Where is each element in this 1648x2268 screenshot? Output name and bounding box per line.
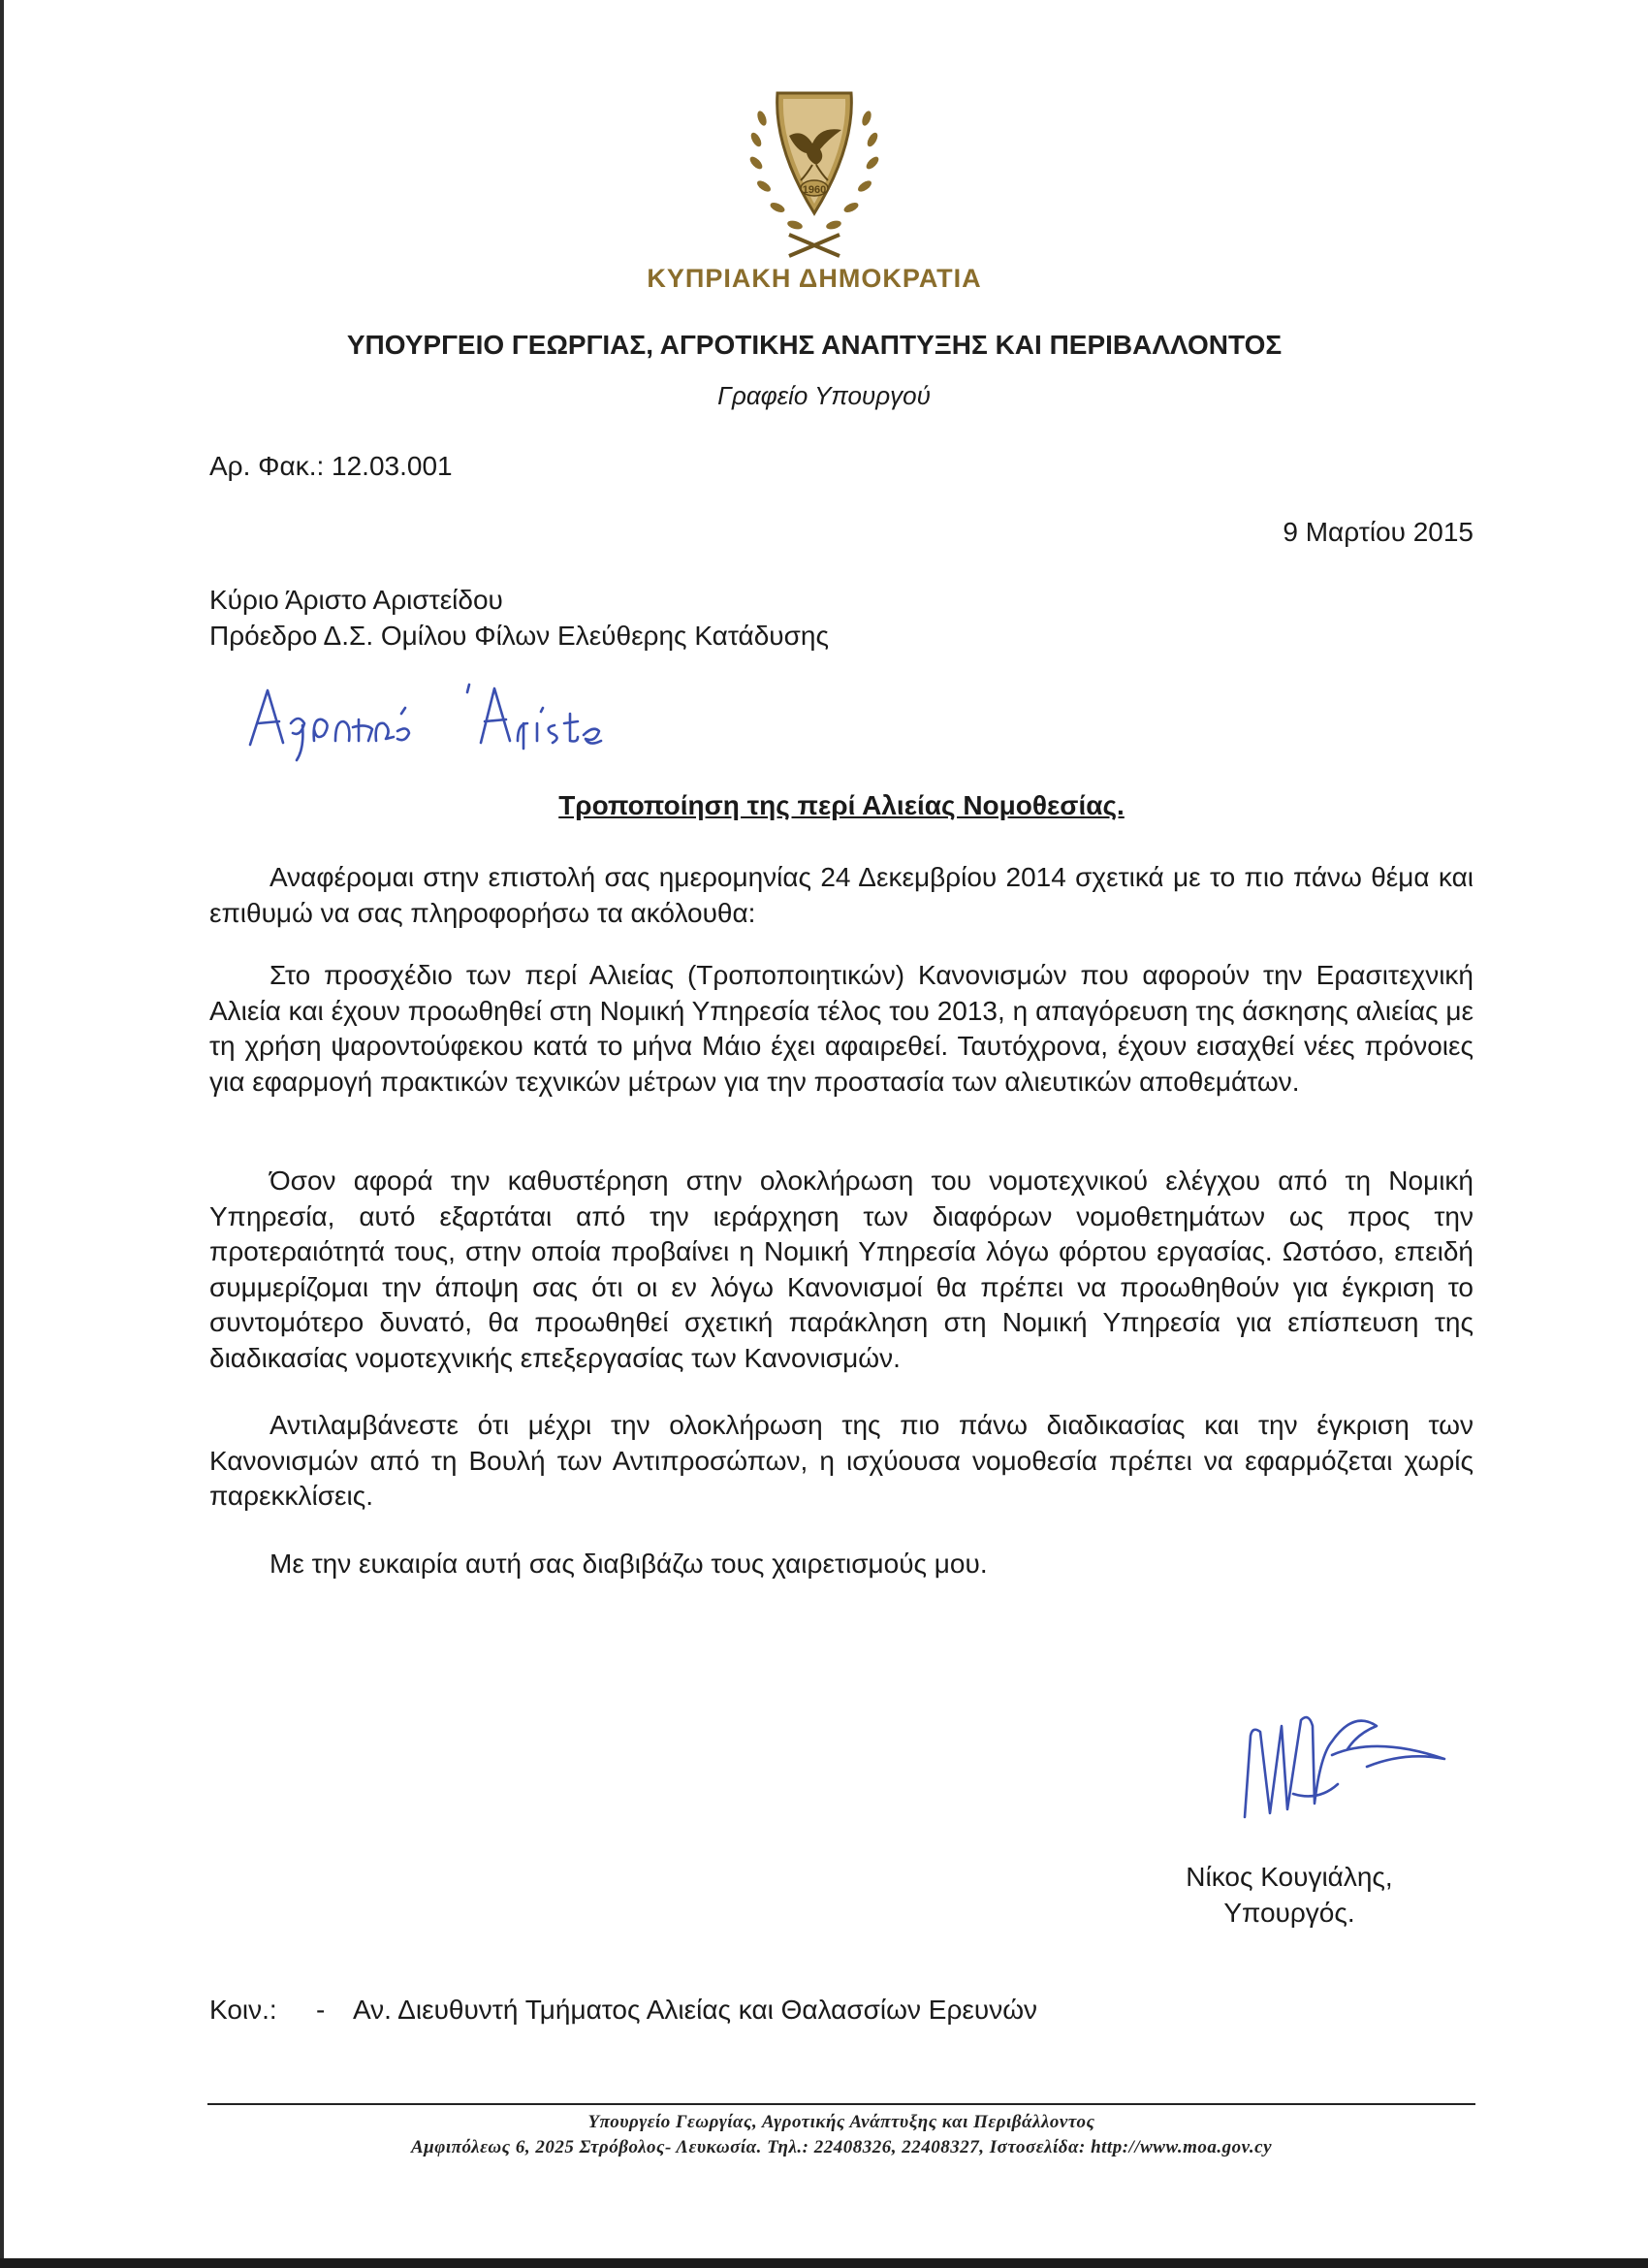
cc-dash: - [316, 1995, 326, 2025]
scan-edge-bottom [0, 2258, 1648, 2268]
footer-ministry: Υπουργείο Γεωργίας, Αγροτικής Ανάπτυξης και Περιβάλλοντος [587, 2112, 1095, 2132]
footer-address: Αμφιπόλεως 6, 2025 Στρόβολος- Λευκωσία. Τηλ.: 22408326, 22408327, Ιστοσελίδα: http://www.moa.gov.cy [410, 2137, 1273, 2157]
cc-recipient: Αν. Διευθυντή Τμήματος Αλιείας και Θαλασσίων Ερευνών [353, 1995, 1038, 2025]
body-paragraph-3: Όσον αφορά την καθυστέρηση στην ολοκλήρωση του νομοτεχνικού ελέγχου από τη Νομική Υπηρεσία, αυτό εξαρτάται από την ιεράρχηση των διαφόρων νομοθετημάτων ως προς την προτεραιότητά τους, στην οποία προβαίνει η Νομική Υπηρεσία λόγω φόρτου εργασίας. Ωστόσο, επειδή συμμερίζομαι την άποψη σας ότι οι εν λόγω Κανονισμοί θα πρέπει να προωθηθούν για έγκριση το συντομότερο δυνατό, θα προωθηθεί σχετική παράκληση στη Νομική Υπηρεσία για επίσπευση της διαδικασίας νομοτεχνικής επεξεργασίας των Κανονισμών. [209, 1166, 1474, 1373]
body-paragraph-4: Αντιλαμβάνεστε ότι μέχρι την ολοκλήρωση της πιο πάνω διαδικασίας και την έγκριση των Κανονισμών από τη Βουλή των Αντιπροσώπων, η ισχύουσα νομοθεσία πρέπει να εφαρμόζεται χωρίς παρεκκλίσεις. [209, 1410, 1474, 1511]
signer-title: Υπουργός. [1223, 1898, 1355, 1928]
scan-edge-left [0, 0, 4, 2268]
cyprus-coat-of-arms-icon [719, 89, 909, 264]
handwritten-greeting [242, 669, 650, 766]
closing-paragraph: Με την ευκαιρία αυτή σας διαβιβάζω τους χαιρετισμούς μου. [269, 1549, 988, 1579]
recipient-title: Πρόεδρο Δ.Σ. Ομίλου Φίλων Ελεύθερης Κατάδυσης [209, 621, 829, 651]
footer-rule [207, 2103, 1475, 2105]
letter-subject: Τροποποίηση της περί Αλιείας Νομοθεσίας. [558, 790, 1125, 820]
seal-year: 1960 [802, 184, 827, 196]
cc-label: Κοιν.: [209, 1995, 277, 2025]
recipient-name: Κύριο Άριστο Αριστείδου [209, 585, 503, 615]
signer-name: Νίκος Κουγιάλης, [1186, 1862, 1393, 1892]
letter-date: 9 Μαρτίου 2015 [1283, 517, 1474, 547]
ministry-name: ΥΠΟΥΡΓΕΙΟ ΓΕΩΡΓΙΑΣ, ΑΓΡΟΤΙΚΗΣ ΑΝΑΠΤΥΞΗΣ ΚΑΙ ΠΕΡΙΒΑΛΛΟΝΤΟΣ [346, 330, 1283, 360]
signer-block [1125, 1859, 1454, 1931]
state-name: ΚΥΠΡΙΑΚΗ ΔΗΜΟΚΡΑΤΙΑ [647, 264, 982, 293]
body-paragraph-1: Αναφέρομαι στην επιστολή σας ημερομηνίας 24 Δεκεμβρίου 2014 σχετικά με το πιο πάνω θέμα και επιθυμώ να σας πληροφορήσω τα ακόλουθα: [209, 862, 1474, 928]
file-reference: Αρ. Φακ.: 12.03.001 [209, 451, 453, 481]
office-name: Γραφείο Υπουργού [717, 381, 931, 410]
cc-line [209, 1995, 1037, 2026]
footer [207, 2110, 1475, 2160]
handwritten-signature [1231, 1687, 1454, 1833]
recipient-block [209, 582, 829, 654]
body-paragraph-2: Στο προσχέδιο των περί Αλιείας (Τροποποιητικών) Κανονισμών που αφορούν την Ερασιτεχνική Αλιεία και έχουν προωθηθεί στη Νομική Υπηρεσία τέλος του 2013, η απαγόρευση της άσκησης αλιείας με τη χρήση ψαροντούφεκου κατά το μήνα Μάιο έχει αφαιρεθεί. Ταυτόχρονα, έχουν εισαχθεί νέες πρόνοιες για εφαρμογή πρακτικών τεχνικών μέτρων για την προστασία των αλιευτικών αποθεμάτων. [209, 960, 1474, 1097]
